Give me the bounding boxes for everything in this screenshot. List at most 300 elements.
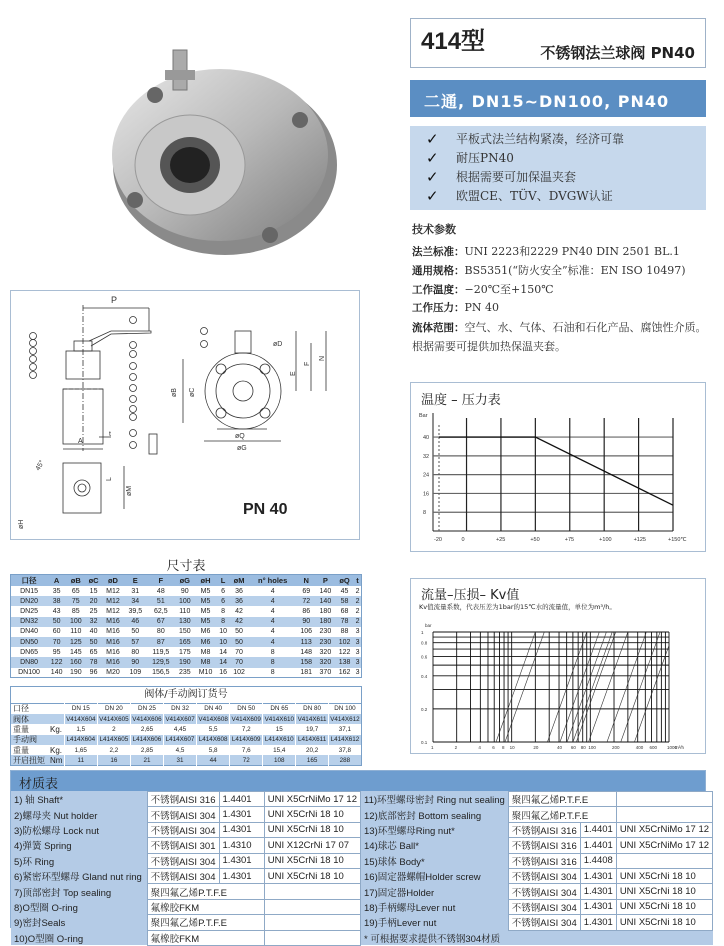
material-cell: 不锈钢AISI 304 xyxy=(147,807,219,822)
materials-left xyxy=(11,791,361,946)
table-cell: 20,2 xyxy=(296,745,329,755)
table-cell: 67 xyxy=(146,617,175,627)
table-cell: 140 xyxy=(319,587,332,595)
table-cell: 80 xyxy=(156,628,165,636)
table-cell: L414X604 xyxy=(64,735,97,745)
table-cell: 108 xyxy=(263,755,296,765)
table-row xyxy=(11,899,361,914)
table-row xyxy=(11,704,362,714)
table-cell: 4 xyxy=(249,637,297,647)
table-cell: DN 40 xyxy=(197,704,230,714)
table-cell: 181 xyxy=(300,668,313,676)
material-cell: 聚四氟乙烯P.T.F.E xyxy=(147,915,264,930)
material-cell: 不锈钢AISI 304 xyxy=(508,915,580,930)
tech-key: 工作温度： xyxy=(412,284,465,296)
material-cell: 不锈钢AISI 304 xyxy=(508,868,580,883)
svg-text:P: P xyxy=(111,295,118,305)
table-cell: 48 xyxy=(156,587,165,595)
table-row xyxy=(11,586,362,596)
feature-item xyxy=(426,186,706,205)
column-header: F xyxy=(146,575,175,587)
tech-heading: 技术参数 xyxy=(412,223,456,236)
x-tick-label: -20 xyxy=(434,537,442,543)
y-tick-label: 40 xyxy=(423,435,430,442)
tech-key: 工作压力： xyxy=(412,302,465,314)
table-cell: 160 xyxy=(66,657,85,667)
feature-item xyxy=(426,167,706,186)
table-cell: 230 xyxy=(319,628,332,636)
product-name: 不锈钢法兰球阀 PN40 xyxy=(540,44,695,62)
table-cell: 6 xyxy=(221,587,226,595)
table-cell: 1,5 xyxy=(64,724,97,734)
table-cell: 96 xyxy=(89,668,98,676)
table-cell: 10 xyxy=(217,637,230,647)
kv-curve xyxy=(576,632,615,742)
table-cell: 65 xyxy=(89,648,98,656)
column-header: n° holes xyxy=(249,575,297,587)
table-cell: M12 xyxy=(106,607,120,615)
table-row xyxy=(11,807,361,822)
table-cell: 113 xyxy=(297,637,316,647)
table-cell: 50 xyxy=(47,617,66,627)
material-cell: 聚四氟乙烯P.T.F.E xyxy=(508,792,616,807)
material-note: * 可根据要求提供不锈钢304材质 xyxy=(361,930,713,945)
table-cell: 158 xyxy=(297,657,316,667)
material-cell: UNI X5CrNi 18 10 xyxy=(616,884,712,899)
table-cell: DN50 xyxy=(11,637,48,647)
table-cell: 145 xyxy=(69,648,82,656)
material-part: 13)环型螺母Ring nut* xyxy=(361,822,508,837)
material-cell: 氟橡胶FKM xyxy=(147,930,264,945)
table-row xyxy=(11,735,362,745)
table-cell: V414X607 xyxy=(165,715,195,723)
table-cell: 70 xyxy=(47,637,66,647)
svg-text:A: A xyxy=(78,438,83,445)
table-cell: 8 xyxy=(270,648,275,656)
table-cell: DN40 xyxy=(20,628,38,636)
row-label: 开启扭矩 xyxy=(11,755,49,765)
x-tick-label: 40 xyxy=(557,745,563,750)
x-tick-label: 6 xyxy=(492,745,495,750)
table-cell: 4,5 xyxy=(164,745,197,755)
table-cell: 4 xyxy=(270,628,275,636)
table-row xyxy=(361,899,713,914)
table-cell: 130 xyxy=(175,617,194,627)
table-cell: DN65 xyxy=(20,648,38,656)
table-cell: 50 xyxy=(131,628,140,636)
table-cell: 35 xyxy=(52,587,61,595)
table-cell: 42 xyxy=(235,607,243,615)
table-cell: 165 xyxy=(175,637,194,647)
table-cell: DN 100 xyxy=(328,704,361,714)
table-cell: DN 65 xyxy=(263,704,296,714)
table-row xyxy=(11,745,362,755)
material-part: 15)球体 Body* xyxy=(361,853,508,868)
table-cell: M12 xyxy=(106,587,120,595)
y-tick-label: 16 xyxy=(423,491,430,498)
table-row xyxy=(11,637,362,647)
table-cell: 106 xyxy=(300,628,313,636)
material-cell: 1.4301 xyxy=(580,868,616,883)
table-cell: 68 xyxy=(340,607,349,615)
y-tick-label: 0.1 xyxy=(421,740,428,745)
tech-key: 法兰标准： xyxy=(412,246,465,258)
material-cell: UNI X5CrNi 18 10 xyxy=(264,807,360,822)
kv-curve xyxy=(505,632,544,742)
tech-key: 通用规格： xyxy=(412,265,465,277)
table-cell: 4 xyxy=(249,596,297,606)
table-row xyxy=(11,853,361,868)
svg-text:E: E xyxy=(290,371,297,376)
spec-band: 二通, DN15~DN100, PN40 xyxy=(410,80,706,117)
table-cell: 10 xyxy=(219,628,227,636)
table-cell: 78 xyxy=(335,617,354,627)
x-tick-label: +150℃ xyxy=(668,537,687,543)
table-cell: DN 25 xyxy=(130,704,163,714)
material-part: 17)固定器Holder xyxy=(361,884,508,899)
table-row xyxy=(361,792,713,807)
column-header: 口径 xyxy=(11,575,48,587)
x-tick-label: 2 xyxy=(454,745,458,750)
table-cell: 235 xyxy=(178,668,191,676)
x-tick-label: 8 xyxy=(502,745,505,750)
material-cell: 1.4301 xyxy=(219,807,264,822)
material-part: 4)弹簧 Spring xyxy=(11,838,147,853)
row-unit: Kg. xyxy=(50,724,63,734)
table-cell: 102 xyxy=(233,668,245,676)
table-row xyxy=(11,822,361,837)
kv-curve xyxy=(560,632,599,742)
table-cell: 119,5 xyxy=(152,648,170,656)
svg-text:øC: øC xyxy=(189,387,196,397)
x-tick-label: +25 xyxy=(495,537,506,543)
y-axis-label: bar xyxy=(425,623,432,628)
table-cell: M8 xyxy=(194,657,216,667)
table-row xyxy=(11,868,361,883)
pressure-line xyxy=(439,437,673,505)
table-cell: 15 xyxy=(89,587,98,595)
material-cell xyxy=(264,915,360,930)
column-header: øB xyxy=(66,575,85,587)
table-cell: DN32 xyxy=(11,617,48,627)
row-label: 口径 xyxy=(13,704,29,714)
table-cell: DN25 xyxy=(20,607,38,615)
table-row xyxy=(361,915,713,930)
table-cell: 1,65 xyxy=(64,745,97,755)
feature-text: 耐压PN40 xyxy=(456,151,514,165)
row-label: 重量 xyxy=(13,724,29,734)
tech-row xyxy=(412,338,712,357)
feature-text: 平板式法兰结构紧凑，经济可靠 xyxy=(456,132,625,146)
feature-text: 根据需要可加保温夹套 xyxy=(456,170,577,184)
table-cell: 45 xyxy=(340,587,349,595)
table-cell: 15,4 xyxy=(263,745,296,755)
table-cell: V414X608 xyxy=(198,715,228,723)
table-cell: 16 xyxy=(219,668,227,676)
tech-key: 流体范围： xyxy=(412,322,465,334)
x-tick-label: +50 xyxy=(530,537,540,543)
table-cell: 11 xyxy=(64,755,97,765)
table-cell: 15 xyxy=(263,724,296,734)
material-cell: 不锈钢AISI 304 xyxy=(508,899,580,914)
table-cell: 4 xyxy=(270,607,275,615)
material-cell: 不锈钢AISI 316 xyxy=(508,853,580,868)
table-cell: 110 xyxy=(70,628,82,636)
material-cell: 不锈钢AISI 316 xyxy=(508,838,580,853)
row-label: 重量 xyxy=(13,745,29,755)
table-cell: DN 32 xyxy=(164,704,197,714)
table-cell: 8 xyxy=(270,668,275,676)
check-icon: ✓ xyxy=(426,167,439,186)
row-label: 阀体 xyxy=(11,714,49,724)
table-cell: 57 xyxy=(124,637,146,647)
table-row xyxy=(361,807,713,822)
table-cell: 2 xyxy=(97,724,130,734)
table-row xyxy=(361,838,713,853)
materials-right xyxy=(361,791,713,945)
table-cell: M5 xyxy=(194,617,216,627)
table-cell: 4,45 xyxy=(164,724,197,734)
materials-table xyxy=(10,770,710,945)
kv-chart xyxy=(410,578,706,754)
feature-list xyxy=(410,126,706,210)
table-cell: L414X612 xyxy=(328,735,361,745)
table-cell: 44 xyxy=(197,755,230,765)
table-row xyxy=(11,657,362,667)
tech-row xyxy=(412,281,712,300)
material-cell: UNI X5CrNi 18 10 xyxy=(616,915,712,930)
x-axis-label: m³/h xyxy=(675,745,684,750)
table-cell: 125 xyxy=(66,637,85,647)
table-cell: 72 xyxy=(230,755,263,765)
material-cell: UNI X5CrNi 18 10 xyxy=(264,868,360,883)
table-cell: M16 xyxy=(102,637,124,647)
table-cell: 87 xyxy=(146,637,175,647)
table-cell: 140 xyxy=(316,596,335,606)
column-header: øC xyxy=(85,575,101,587)
table-cell: L414X610 xyxy=(263,735,296,745)
table-cell: 50 xyxy=(235,628,243,636)
check-icon: ✓ xyxy=(426,148,439,167)
dimension-table-title: 尺寸表 xyxy=(166,559,206,574)
material-part: 7)顶部密封 Top sealing xyxy=(11,884,147,899)
column-header: øG xyxy=(175,575,194,587)
y-tick-label: 0.2 xyxy=(421,706,428,712)
table-cell: 37,1 xyxy=(328,724,361,734)
table-cell: 4 xyxy=(270,587,275,595)
table-row xyxy=(11,668,362,678)
table-cell: 3 xyxy=(355,638,360,646)
material-cell: UNI X5CrNiMo 17 12 xyxy=(616,822,712,837)
column-header: P xyxy=(316,575,335,587)
table-cell: 20 xyxy=(85,596,101,606)
table-cell: 69 xyxy=(302,587,311,595)
table-cell: 25 xyxy=(89,607,98,615)
material-cell: UNI X5CrNi 18 10 xyxy=(264,822,360,837)
x-tick-label: 400 xyxy=(635,745,644,750)
materials-title: 材质表 xyxy=(11,771,705,791)
material-cell: UNI X5CrNiMo 17 12 xyxy=(616,838,712,853)
column-header: øD xyxy=(102,575,124,587)
table-cell: 109 xyxy=(129,668,142,676)
table-cell: DN 15 xyxy=(64,704,97,714)
table-row xyxy=(11,647,362,657)
svg-text:øB: øB xyxy=(171,388,178,397)
x-tick-label: 4 xyxy=(478,745,481,750)
table-cell: M6 xyxy=(200,628,211,636)
table-cell: 129,5 xyxy=(146,657,175,667)
material-cell: UNI X5CrNi 18 10 xyxy=(616,868,712,883)
material-cell xyxy=(616,853,712,868)
table-cell: 5,8 xyxy=(197,745,230,755)
material-cell: 不锈钢AISI 304 xyxy=(508,884,580,899)
table-cell: 6 xyxy=(217,596,230,606)
table-cell: 86 xyxy=(302,607,311,615)
y-tick-label: 0.8 xyxy=(421,640,428,646)
table-cell: 2,2 xyxy=(97,745,130,755)
tech-row xyxy=(412,243,712,262)
row-unit xyxy=(48,704,64,714)
table-cell: L414X605 xyxy=(97,735,130,745)
table-cell: 46 xyxy=(124,617,146,627)
table-cell: 78 xyxy=(85,657,101,667)
table-cell: 3 xyxy=(355,668,360,676)
table-cell: 7,2 xyxy=(230,724,263,734)
table-cell: 14 xyxy=(219,648,227,656)
table-cell: 21 xyxy=(130,755,163,765)
table-cell: 60 xyxy=(52,628,61,636)
material-part: 12)底部密封 Bottom sealing xyxy=(361,807,508,822)
svg-text:t: t xyxy=(109,431,111,438)
table-cell: 34 xyxy=(124,596,146,606)
title-box xyxy=(410,18,706,68)
table-cell: 180 xyxy=(316,617,335,627)
column-header: L xyxy=(217,575,230,587)
table-cell: 19,7 xyxy=(296,724,329,734)
material-cell: UNI X12CrNi 17 07 xyxy=(264,838,360,853)
table-row xyxy=(11,915,361,930)
material-part: 8)O型圈 O-ring xyxy=(11,899,147,914)
table-cell: M12 xyxy=(102,596,124,606)
kv-curve xyxy=(589,632,628,742)
table-cell: M16 xyxy=(106,648,120,656)
x-tick-label: +75 xyxy=(564,537,575,543)
table-cell: 162 xyxy=(338,668,351,676)
table-cell: 2 xyxy=(355,618,360,626)
column-header: E xyxy=(124,575,146,587)
table-cell: 5,5 xyxy=(197,724,230,734)
table-row xyxy=(11,755,362,765)
table-cell: 8 xyxy=(221,607,226,615)
tech-value: BS5351(“防火安全”标准：EN ISO 10497) xyxy=(464,264,686,277)
x-tick-label: 600 xyxy=(649,745,658,750)
material-cell: 不锈钢AISI 304 xyxy=(147,853,219,868)
table-cell: 50 xyxy=(229,637,248,647)
svg-text:øQ: øQ xyxy=(235,433,245,440)
table-row xyxy=(11,606,362,616)
table-cell: 37,8 xyxy=(328,745,361,755)
x-tick-label: 1 xyxy=(431,745,434,750)
table-row xyxy=(361,884,713,899)
table-cell: V414X610 xyxy=(264,715,294,723)
order-table xyxy=(10,703,362,766)
table-row xyxy=(361,868,713,883)
material-cell: 1.4301 xyxy=(580,899,616,914)
material-cell: 1.4408 xyxy=(580,853,616,868)
table-cell: 150 xyxy=(178,628,191,636)
table-cell: L414X611 xyxy=(296,735,329,745)
table-cell: 320 xyxy=(319,648,332,656)
table-cell: 36 xyxy=(235,587,243,595)
table-cell: M5 xyxy=(194,596,216,606)
x-tick-label: 100 xyxy=(588,745,596,750)
material-cell: 1.4401 xyxy=(580,838,616,853)
y-tick-label: 32 xyxy=(423,453,430,460)
table-cell: 2,85 xyxy=(130,745,163,755)
table-cell: DN20 xyxy=(11,596,48,606)
material-cell: 1.4301 xyxy=(219,822,264,837)
material-part: 5)环 Ring xyxy=(11,853,147,868)
table-cell: V414X611 xyxy=(297,715,327,723)
tech-value: 空气、水、气体、石油和石化产品、腐蚀性介质。 xyxy=(464,321,707,334)
table-cell: 90 xyxy=(180,587,189,595)
table-cell: M10 xyxy=(198,668,213,676)
table-cell: 3 xyxy=(355,648,360,656)
column-header: N xyxy=(297,575,316,587)
table-cell: 32 xyxy=(85,617,101,627)
column-header: øQ xyxy=(335,575,354,587)
chart-subtitle: Kv值流量系数，代表压差为1bar的15℃水的流量值，单位为m³/h。 xyxy=(419,603,616,611)
check-icon: ✓ xyxy=(426,186,439,205)
material-part: 18)手柄螺母Lever nut xyxy=(361,899,508,914)
material-cell: 1.4401 xyxy=(219,792,264,807)
table-cell: 2 xyxy=(355,587,360,595)
x-tick-label: 200 xyxy=(612,745,620,750)
table-cell: 38 xyxy=(47,596,66,606)
table-cell: 4 xyxy=(249,617,297,627)
table-cell: DN 50 xyxy=(230,704,263,714)
table-cell: 122 xyxy=(338,648,351,656)
table-cell: 8 xyxy=(249,657,297,667)
table-cell: 50 xyxy=(85,637,101,647)
table-cell: 3 xyxy=(355,628,360,636)
table-row xyxy=(11,930,361,945)
material-cell: 1.4310 xyxy=(219,838,264,853)
model-title: 414型 xyxy=(421,28,486,55)
table-row xyxy=(11,627,362,637)
table-cell: V414X612 xyxy=(330,715,360,723)
table-row xyxy=(11,714,362,724)
x-tick-label: +100 xyxy=(599,537,612,543)
table-cell: 148 xyxy=(300,648,313,656)
material-part: 1) 轴 Shaft* xyxy=(11,792,147,807)
table-cell: 70 xyxy=(235,648,243,656)
table-cell: 51 xyxy=(146,596,175,606)
table-cell: 62,5 xyxy=(154,607,168,615)
table-cell: 90 xyxy=(297,617,316,627)
table-cell: M6 xyxy=(194,637,216,647)
table-cell: 65 xyxy=(71,587,80,595)
svg-text:N: N xyxy=(319,355,326,361)
material-cell: UNI X5CrNi 18 10 xyxy=(264,853,360,868)
order-table-title: 阀体/手动阀订货号 xyxy=(10,686,362,703)
material-cell: 1.4301 xyxy=(219,868,264,883)
material-part: 9)密封Seals xyxy=(11,915,147,930)
pressure-label: PN 40 xyxy=(243,501,288,518)
table-cell: M5 xyxy=(200,607,211,615)
svg-text:øH: øH xyxy=(18,519,25,529)
x-tick-label: +125 xyxy=(633,537,646,543)
